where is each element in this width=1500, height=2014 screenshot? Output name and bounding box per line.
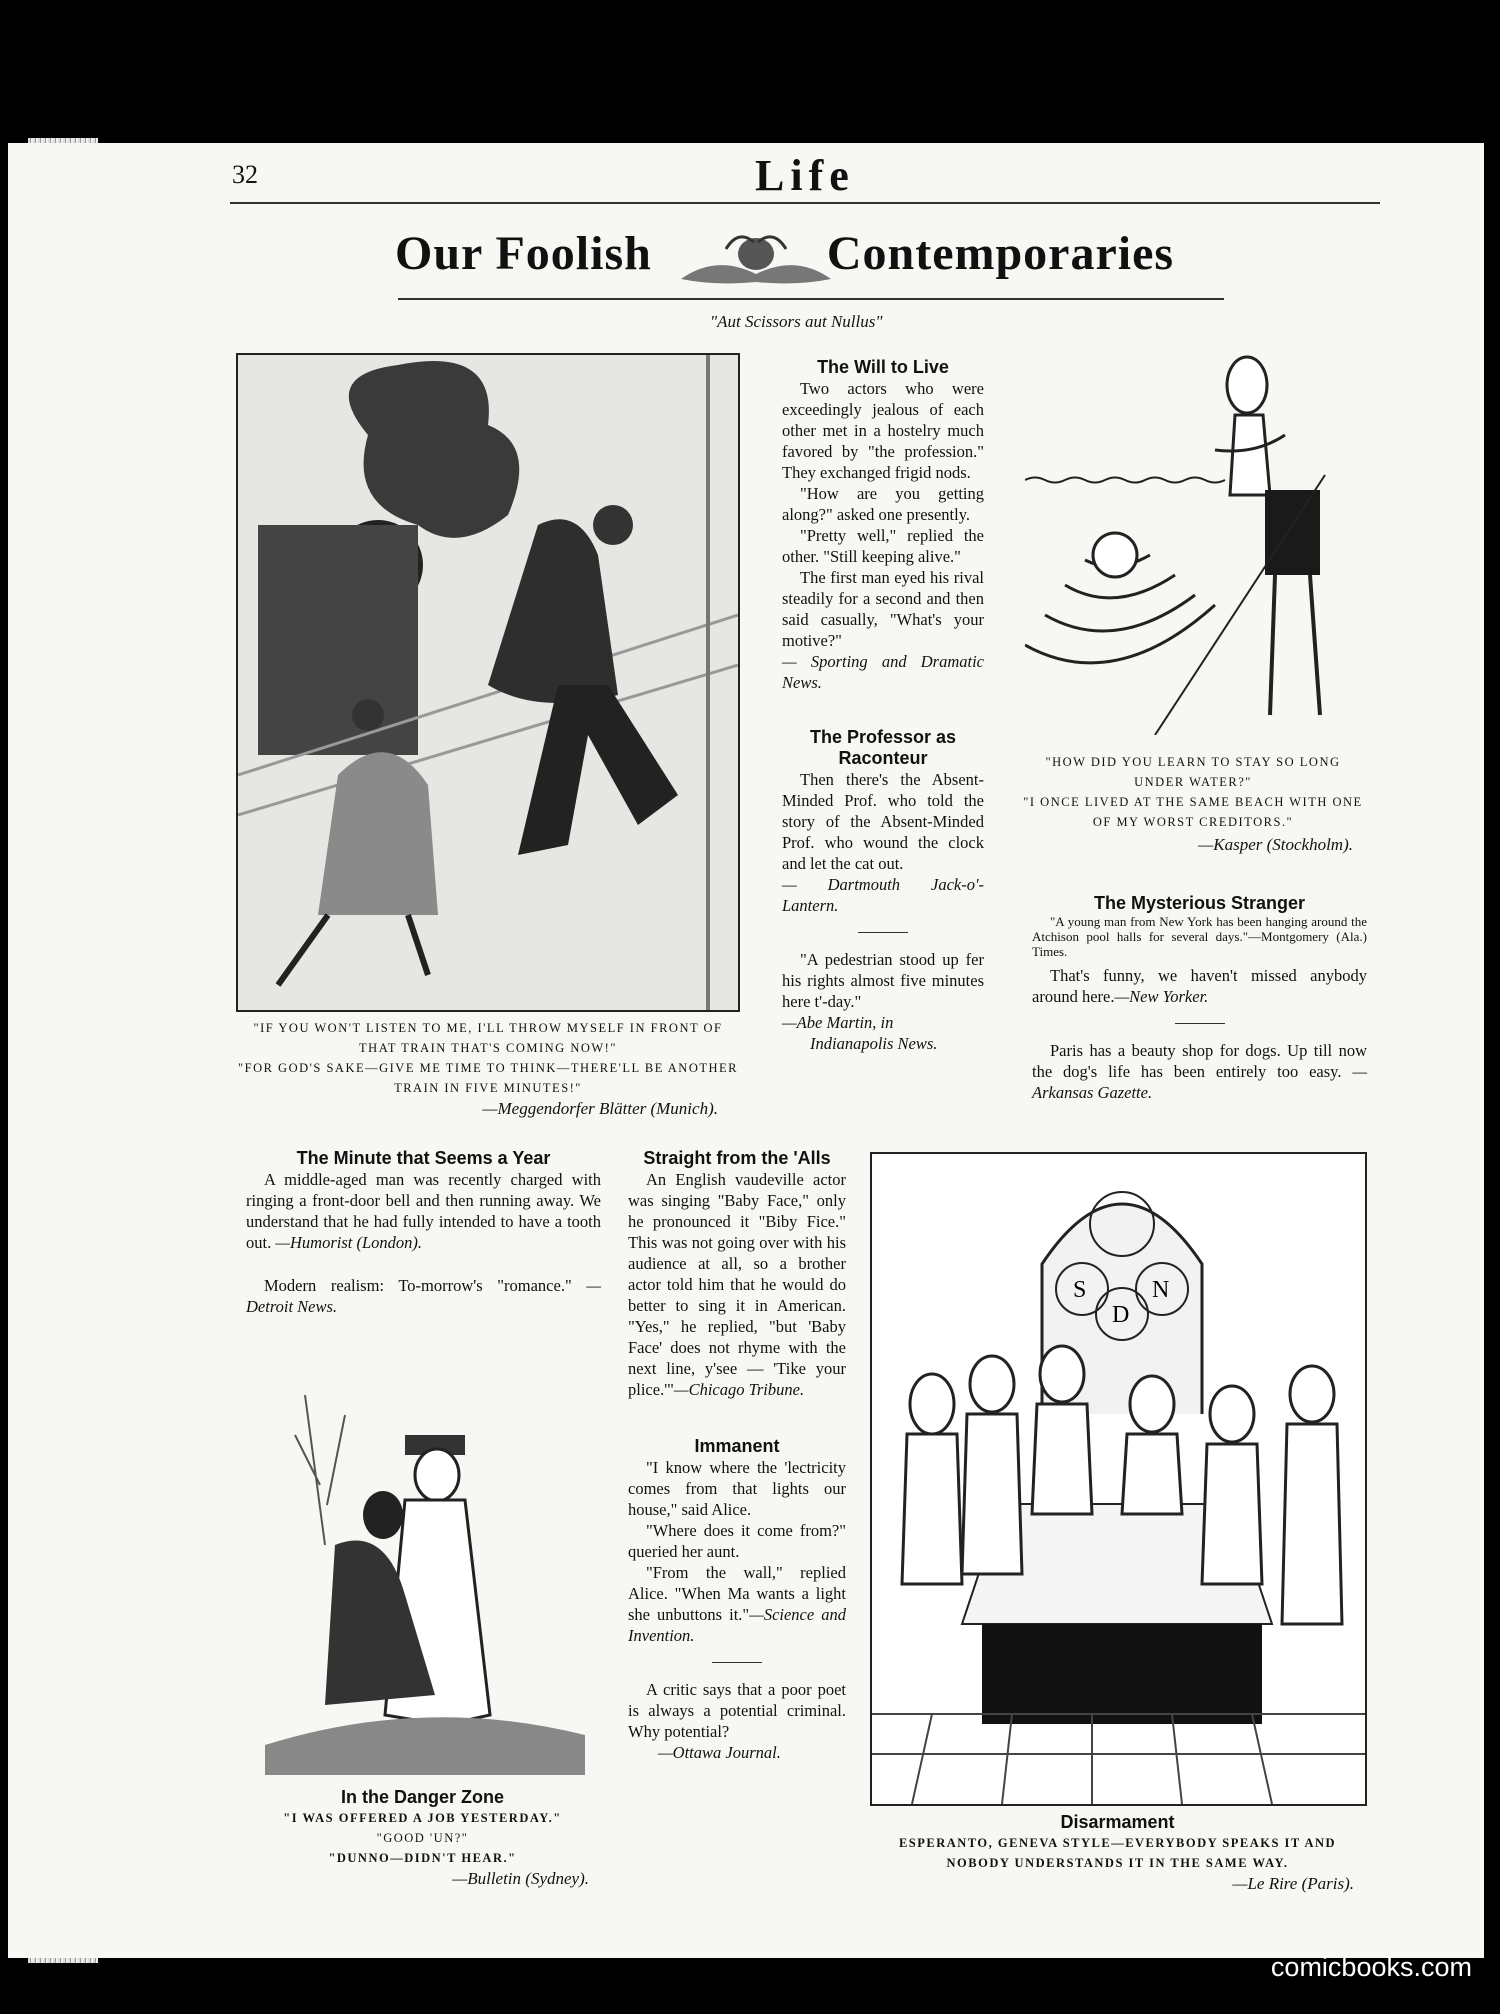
train-illustration (238, 355, 738, 1010)
swim-cartoon (1025, 355, 1365, 735)
train-cartoon (236, 353, 740, 1012)
will-to-live-p4: The first man eyed his rival steadily for a second and then said casually, "What's your motive?" (782, 568, 984, 650)
separator (858, 932, 908, 933)
danger-zone-cartoon (265, 1395, 585, 1775)
motto: "Aut Scissors aut Nullus" (710, 312, 883, 331)
danger-zone-source: —Bulletin (Sydney). (452, 1869, 589, 1888)
train-source: —Meggendorfer Blätter (Munich). (482, 1099, 718, 1118)
disarmament-source: —Le Rire (Paris). (1232, 1874, 1354, 1893)
will-to-live-heading: The Will to Live (817, 357, 949, 377)
swim-illustration (1025, 355, 1365, 735)
title-rule (398, 298, 1224, 300)
immanent-heading: Immanent (694, 1436, 780, 1456)
stranger-reply-text: That's funny, we haven't missed anybody around here. (1032, 966, 1367, 1006)
alls-source: —Chicago Tribune. (673, 1380, 805, 1399)
stranger-article (1032, 893, 1367, 1103)
watermark: comicbooks.com (1270, 1952, 1472, 1982)
title-left: Our Foolish (395, 227, 652, 280)
window-letter-s: S (1073, 1277, 1087, 1303)
danger-zone-illustration (265, 1395, 585, 1775)
paris-item (1032, 1040, 1367, 1103)
paris-source: —Arkansas Gazette. (1032, 1062, 1368, 1102)
cherub-ornament (676, 224, 836, 294)
danger-zone-heading: In the Danger Zone (340, 1787, 504, 1807)
train-caption (238, 1018, 738, 1098)
professor-heading: The Professor as Raconteur (809, 727, 957, 768)
immanent-p1: "I know where the 'lectricity comes from that lights our house," said Alice. (628, 1458, 846, 1519)
immanent-p3 (628, 1562, 846, 1646)
title-right: Contemporaries (826, 227, 1175, 280)
will-to-live-article (782, 357, 984, 1054)
disarmament-heading: Disarmament (1060, 1812, 1175, 1832)
header-rule (230, 202, 1380, 204)
professor-text: Then there's the Absent-Minded Prof. who told the story of the Absent-Minded Prof. who wound the clock and let the cat out. (782, 770, 984, 873)
masthead: Life (755, 151, 855, 200)
modern-item (246, 1275, 601, 1317)
train-caption-2: "FOR GOD'S SAKE—GIVE ME TIME TO THINK—THERE'LL BE ANOTHER TRAIN IN FIVE MINUTES!" (238, 1061, 738, 1095)
disarmament-caption (875, 1812, 1360, 1894)
danger-zone-line1: "I WAS OFFERED A JOB YESTERDAY." (283, 1811, 562, 1825)
immanent-p3-text: "From the wall," replied Alice. "When Ma wants a light she unbuttons it." (628, 1563, 846, 1624)
minute-year-source: —Humorist (London). (275, 1233, 423, 1252)
critic-text: A critic says that a poor poet is always a potential criminal. Why potential? (628, 1680, 846, 1741)
stranger-source: —New Yorker. (1114, 987, 1209, 1006)
will-to-live-p3: "Pretty well," replied the other. "Still keeping alive." (782, 526, 984, 566)
middle-column (628, 1148, 846, 1763)
minute-year-text (246, 1169, 601, 1253)
stranger-heading: The Mysterious Stranger (1093, 893, 1306, 913)
disarmament-cartoon (870, 1152, 1367, 1806)
immanent-p2: "Where does it come from?" queried her aunt. (628, 1521, 846, 1561)
will-to-live-source: — Sporting and Dramatic News. (782, 652, 984, 692)
page-number: 32 (232, 160, 258, 189)
modern-text: Modern realism: To-morrow's "romance." (264, 1276, 572, 1295)
pedestrian-source-2: Indianapolis News. (810, 1034, 938, 1053)
disarmament-illustration (872, 1154, 1365, 1804)
alls-text (628, 1169, 846, 1400)
danger-zone-caption (250, 1787, 595, 1889)
alls-heading: Straight from the 'Alls (643, 1148, 831, 1168)
swim-caption (1018, 752, 1368, 832)
paris-text: Paris has a beauty shop for dogs. Up till now the dog's life has been entirely too easy. (1032, 1041, 1367, 1081)
minute-year-article (246, 1148, 601, 1317)
critic-source: —Ottawa Journal. (658, 1743, 781, 1762)
danger-zone-line3: "DUNNO—DIDN'T HEAR." (328, 1851, 517, 1865)
stranger-reply (1032, 965, 1367, 1007)
train-caption-1: "IF YOU WON'T LISTEN TO ME, I'LL THROW MYSELF IN FRONT OF THAT TRAIN THAT'S COMING NOW!" (253, 1021, 723, 1055)
minute-year-heading: The Minute that Seems a Year (296, 1148, 551, 1168)
swim-source: —Kasper (Stockholm). (1198, 835, 1353, 854)
window-letter-n: N (1152, 1277, 1170, 1303)
separator (1175, 1023, 1225, 1024)
disarmament-caption-text: ESPERANTO, GENEVA STYLE—EVERYBODY SPEAKS IT AND NOBODY UNDERSTANDS IT IN THE SAME WAY. (898, 1836, 1337, 1870)
immanent-source: —Science and Invention. (628, 1605, 846, 1645)
professor-source: — Dartmouth Jack-o'-Lantern. (782, 875, 984, 915)
window-letter-d: D (1112, 1302, 1130, 1328)
separator (712, 1662, 762, 1663)
pedestrian-source-1: —Abe Martin, in (782, 1013, 894, 1032)
swim-caption-2: "I ONCE LIVED AT THE SAME BEACH WITH ONE OF MY WORST CREDITORS." (1023, 795, 1363, 829)
stranger-quote: "A young man from New York has been hanging around the Atchison pool halls for several days."—Montgomery (Ala.) Times. (1032, 914, 1367, 959)
will-to-live-p2: "How are you getting along?" asked one presently. (782, 484, 984, 524)
danger-zone-line2: "GOOD 'UN?" (376, 1831, 469, 1845)
minute-year-body: A middle-aged man was recently charged with ringing a front-door bell and then running away. We understand that he had fully intended to have a tooth out. (246, 1170, 601, 1252)
alls-body: An English vaudeville actor was singing "Baby Face," only he pronounced it "Biby Fice." This was not going over with his audience at all, so a brother actor told him that he would do better to sing it in American. "Yes," he replied, "but 'Baby Face' does not rhyme with the next line, y'see — 'Tike your plice.'" (628, 1170, 846, 1399)
swim-caption-1: "HOW DID YOU LEARN TO STAY SO LONG UNDER WATER?" (1045, 755, 1341, 789)
will-to-live-p1: Two actors who were exceedingly jealous of each other met in a hostelry much favored by "the profession." They exchanged frigid nods. (782, 379, 984, 482)
modern-source: —Detroit News. (246, 1276, 602, 1316)
pedestrian-text: "A pedestrian stood up fer his rights almost five minutes here t'-day." (782, 950, 984, 1011)
